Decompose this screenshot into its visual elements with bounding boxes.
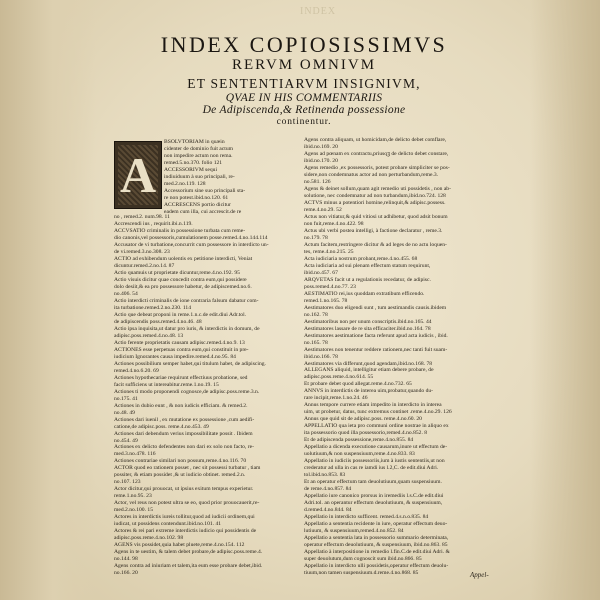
index-entry-line: adipisc.poss.reme.4.no.614. 55 (304, 374, 374, 381)
index-entry-line: no.166. 20 (114, 570, 138, 577)
index-entry-line: Actum facitem,restringere dicitur & ad leges de no actu loquen- (304, 241, 447, 248)
index-entry-line: tes, reme.4.no.215. 25 (304, 248, 354, 255)
index-entry-line: re non potest.ibid.no.120. 61 (164, 194, 229, 201)
index-entry-line: APPELLATIO qua ieta pro communi ordine nostrae in aliquo ex (304, 423, 449, 430)
index-entry-line: iudicium Ignorantes causa impedire.remed.4.no.95. 84 (114, 353, 236, 360)
index-entry-line: de reme.4.no.857. 84 (304, 486, 352, 493)
index-entry-line: Actiones hypothecariae requirunt effectiuus probatione, sed (114, 374, 248, 381)
index-subtitle-1: RERVM OMNIVM (231, 57, 377, 73)
index-entry-line: Accusator de vi turbatione,concurrit cum possessore in interdicto un- (114, 241, 269, 248)
index-entry-line: Appellatio à interpositione in remedio l.fin.C.de edit.diui Adri. & (304, 549, 450, 556)
index-entry-line: Actus non vitiatur,& quid vitiosi ut adhibetur, quod adsit bonum (304, 213, 448, 220)
first-entry-lines (164, 139, 292, 216)
index-entry-line: Appellatio in iudiciis possessoriis,ium à iustis sententiis,ut non (304, 458, 445, 465)
index-entry-line: dolo desiit,& ea pro possessore habetur, de adipiscemed.no.6. (114, 283, 252, 290)
index-entry-line: Actiones ti modo proponendi cognosce,de adipisc.poss.reme.3.n. (114, 388, 260, 395)
index-entry-line: solutione, nec condemnatur ad non turbandum,ibid.no.724. 128 (304, 192, 446, 199)
index-entry-line: Aestimatores duo eligendi sunt , tum aestimandis causis.ibidem (304, 304, 447, 311)
index-entry-line: Agens & deinet sollum,quam agit remedio uti possidetis , non ab- (304, 185, 451, 192)
index-entry-line: indiuiduum à suo principali, re- (164, 173, 235, 180)
index-entry-line: Actiones dari debendum verius impossibilitate possit . Ibidem (114, 430, 253, 437)
index-entry-line: operatur effectum deuolutiuum, & suspensiuum, ibid.no.863. 85 (304, 542, 448, 549)
index-entry-line: med.2.no.100. 15 (114, 507, 153, 514)
index-entry-line: Actio interdicti criminalis de ione contraria falsum dabatur com- (114, 297, 259, 304)
index-entry-line: Appellatio a sententia lata in possessorio summario determinata, (304, 535, 449, 542)
index-entry-line: Aestimatoribus non per unum conscriptis.ibid.no.165. 44 (304, 318, 432, 325)
index-entry-line: AGENS vis possidet,quia habet pluete,reme.4.no.154. 112 (114, 542, 245, 549)
index-entry-line: BSOLVTORIAM in quæin (164, 139, 225, 145)
index-entry-line: ibid.no.170. 20 (304, 157, 338, 164)
index-entry-line: Actio ferente proprietatis causam adipisc.remed.4.no.9. 13 (114, 339, 245, 346)
index-entry-line: Actor dicitur,qui prouocat, ut ipsius exitum tempus experietur. (114, 486, 254, 493)
index-entry-line: possiter, & etiam possidet ,& ut iudicio obtinet. remed.2.n. (114, 472, 246, 479)
index-entry-line: Actores & rei pari extreme interdictis iudicio qui possidentis de (114, 528, 257, 535)
index-entry-line: no.454. 49 (114, 437, 138, 444)
index-entry-line: uolutiuum,& non suspensiuum,reme.4.no.833. 83 (304, 451, 415, 458)
index-entry-line: ita possessorio quod illa possessorio,remed.4.no.852. 8 (304, 430, 428, 437)
index-entry-line: remed.4.no.6.20. 69 (114, 367, 159, 374)
index-entry-line: no.144. 98 (114, 556, 138, 563)
index-column-left (114, 214, 292, 577)
index-entry-line: tol.ibid.no.853. 83 (304, 472, 346, 479)
index-entry-line: Agens in te uestim, & talem debet probare,de adipisc.poss.reme.4. (114, 549, 263, 556)
index-entry-line: Aestimatores non tenentur reddere rationem,nec tanti fuit suam- (304, 346, 448, 353)
index-entry-line: Annus tempore currere etiam impedito in interdicto in interea (304, 402, 442, 409)
index-entry-line: Acta iudiciaria nostrum probant,reme.4.no.455. 68 (304, 255, 418, 262)
index-entry-line: Agens contra aliquam, ut homicidam,de delicto debet comflare, (304, 137, 447, 143)
index-entry-line: adipisc.poss.reme.4.no.102. 98 (114, 535, 184, 542)
running-head-bleedthrough: INDEX (300, 6, 337, 17)
index-subtitle-3: QVAE IN HIS COMMENTARIIS (225, 92, 383, 104)
index-entry-line: Aestimatores aestimatione facta referunt apud acta iudicis , ibid. (304, 332, 448, 339)
index-entry-line: de adipiscendis poss.remed.4.no.46. 48 (114, 318, 202, 325)
index-entry-line: Actor, vel reus non potest ultra se eo, quod prior prouocauerit,re- (114, 500, 260, 507)
index-entry-line: Et de adipiscenda possessione,reme.4.no.855. 84 (304, 437, 414, 444)
index-entry-line: no , remed.2. num.98. 11 (114, 214, 170, 220)
index-entry-line: d.remed.4.no.844. 84 (304, 507, 352, 514)
index-entry-line: Actio quamuis ut proprietate dicuntur,reme.4.no.192. 95 (114, 269, 240, 276)
index-entry-line: no.175. 41 (114, 395, 138, 402)
index-entry-line: remed.5.no.370. folio 121 (164, 159, 223, 166)
index-entry-line: med.2.no.119. 128 (164, 180, 206, 187)
index-entry-line: Actiones ex delicto defendentes non dari ex solo non facto, re- (114, 444, 254, 451)
index-entry-line: Annus que quid sit de adipisc.poss. reme.4.no.60. 20 (304, 416, 422, 423)
index-entry-line: ALLEGANS aliquid, intelligitur etiam debere probare, de (304, 367, 434, 374)
index-entry-line: Aestimatores lassare de re sita efficaciter.ibid.no.164. 78 (304, 325, 431, 332)
index-entry-line: Adri.tol. an operantur effectum deuolutiuum, & suspensiuum, (304, 500, 443, 507)
index-entry-line: no.162. 78 (304, 311, 328, 318)
index-entry-line: dio canonis,vel possessoris,cumulationem posse.remed.4.no.144.114 (114, 234, 268, 241)
index-subtitle-5: continentur. (276, 117, 332, 127)
index-subtitle-4: De Adipiscenda,& Retinenda possessione (202, 104, 406, 116)
index-entry-line: Agens ad pœnam ex contractu,priusqꝫ de delicto debet constare, (304, 150, 449, 157)
index-entry-line: Aestimatores via differunt,quod agendam,ibid.no.168. 78 (304, 360, 433, 367)
index-entry-line: Accrescendi ius , requirit.ibi.n.119. (114, 220, 193, 227)
index-entry-line: ibid.no.169. 20 (304, 143, 338, 150)
index-entry-line: ANNVS in interdictis de interea uim,probatur,quando du- (304, 388, 434, 395)
index-entry-line: facit sufficiens ut intereabitur.reme.1.no.19. 15 (114, 381, 219, 388)
index-entry-line: catione,de adipisc.poss. reme.4.no.453. 49 (114, 423, 209, 430)
index-entry-line: Agens remedio ,ex possessoris, potest probare simpliciter se pos- (304, 164, 450, 171)
index-entry-line: ARQVETAS facit ut a regulationis recedatur, de adipisc. (304, 276, 431, 283)
index-entry-line: dicuntur.remed.2.no.14. 87 (114, 262, 175, 269)
index-entry-line: med.3.no.478. 116 (114, 451, 156, 458)
index-entry-line: ibid.no.457. 67 (304, 269, 338, 276)
index-entry-line: ACTIONES esse perpetuas contra eum,qui constituit in pre- (114, 346, 249, 353)
index-entry-line: Agens contra ad iniuriam et talem,ita eum esse probare debet,ibid. (114, 563, 263, 570)
index-entry-line: Acta iudiciaria ad sui plenam effectum statum requirunt, (304, 262, 431, 269)
index-entry-line: Actiones dari iuenil , ex mutatione ex possessione ,cum aedifi- (114, 416, 255, 423)
index-entry-line: ACCESSORIVM sequi (164, 166, 217, 173)
index-entry-line: lutiuum, & suspensiuum,remed.4.no.852. 84 (304, 528, 404, 535)
index-entry-line: no.165. 78 (304, 339, 328, 346)
index-entry-line: poss.remed.4.no.77. 23 (304, 283, 356, 290)
index-entry-line: Actiones in dubio eunt , & non iudicis efficiam. & remed.2. (114, 402, 248, 409)
index-entry-line: sidere,non condemnatus actor ad non perturbandum,reme.3. (304, 171, 439, 178)
index-entry-line: ACTVS minus a potentiori homine,relinquit,& adipisc.possess. (304, 199, 446, 206)
index-entry-line: Actio visuis dicitur quae concedit contra eum,qui possidere (114, 276, 247, 283)
index-entry-line: de vi.remed.3.no.308. 23 (114, 248, 170, 255)
index-entry-line: reme.4.no.29. 52 (304, 206, 342, 213)
index-entry-line: Appellatio a sententia recidente in iure, operatur effectum deuo- (304, 521, 448, 528)
index-entry-line: Actio ipsa inquisita,ut datur pro iuris, & interdictis in domum, de (114, 325, 260, 332)
index-entry-line: no.581. 126 (304, 178, 331, 185)
index-entry-line: super deuolutum,dum cognoscit sum ibid.no.866. 85 (304, 556, 422, 563)
index-entry-line: Et probare debet quod allegat.reme.4.no.732. 65 (304, 381, 412, 388)
index-entry-line: Actiones contrariae similari non possum,reme.4.no.116. 70 (114, 458, 247, 465)
index-entry-line: non impedire actum non rema. (164, 152, 233, 159)
index-entry-line: Actio que debeat proponi in reme.1.n.c.de edit.diui Adr.tol. (114, 311, 247, 318)
index-entry-line: no.48. 49 (114, 409, 135, 416)
index-entry-line: Actores in interdictis iureis tollitur,quod ad iudicii ordinem,qui (114, 514, 255, 521)
index-entry-line: ita turbatione.remed.2.no.230. 114 (114, 304, 191, 311)
catchword: Appel- (470, 571, 489, 579)
index-entry-line: Actiones possibilium semper habet,qui titulum habet, de adipiscing. (114, 360, 266, 367)
index-entry-line: non fuit,reme.4.no.422. 98 (304, 220, 364, 227)
initial-letter: A (119, 147, 157, 203)
index-entry-line: rare incipit,reme.1.no.24. 46 (304, 395, 368, 402)
page-gutter-shadow (0, 0, 96, 600)
index-entry-line: eadem cum illa, cui accrescit.de re (164, 208, 242, 215)
index-entry-line: Et an operatur effectum tam deuolutiuum,quam suspensiuum. (304, 479, 442, 486)
index-entry-line: adipisc.poss.remed.4.no.48. 13 (114, 332, 184, 339)
index-entry-line: reme.1.no.95. 23 (114, 493, 152, 500)
index-entry-line: ACTIO ad exhibendum uolentis ex petitione interdicti, Veniat (114, 255, 253, 262)
page-edge-shadow (530, 0, 600, 600)
index-entry-line: AESTIMATIO rei,ius quoddam extratibum efficendo. (304, 290, 425, 297)
index-entry-line: no.107. 123 (114, 479, 141, 486)
index-entry-line: Appellatio in interdicto sufficent. remed.4.s.n.o.835. 84 (304, 514, 429, 521)
index-entry-line: Accessorium sine suo principali sta- (164, 187, 246, 194)
index-entry-line: iudicat, ut possidens contendunt.ibid.no.101. 41 (114, 521, 222, 528)
index-entry-line: Appellatio a dicenda executione causarum,inure ut effectum de- (304, 444, 448, 451)
index-entry-line: tiuum,non tamen suspensiuum.d.reme.4.no.868. 85 (304, 570, 419, 577)
index-entry-line: Appellatio in interdicto ulli possidetis,operatur effectum deuolu- (304, 563, 449, 570)
index-entry-line: remed.1.no.165. 78 (304, 297, 348, 304)
index-column-right (304, 137, 489, 577)
index-entry-line: ACCRESCENS portio dicitur (164, 201, 231, 208)
index-entry-line: no.179. 78 (304, 234, 328, 241)
index-entry-line: ACTOR quod eo rationem posset , nec sit possessi turbatur , tiam (114, 465, 261, 472)
index-entry-line: uim, ut probetur, datus, tunc extremus continet .reme.4.no.29. 126 (304, 409, 452, 416)
index-entry-line: ACCVSATIO criminalis in possessione turbata cum reme- (114, 227, 246, 234)
index-entry-line: no.406. 54 (114, 290, 138, 297)
index-entry-line: Appellatio iure canonico prorsus in iremediis l.s.C.de edit.diui (304, 493, 444, 500)
index-entry-line: ibid.no.166. 78 (304, 353, 338, 360)
index-entry-line: cidenter de dominio fuit actum (164, 145, 233, 152)
index-subtitle-2: ET SENTENTIARVM INSIGNIVM, (187, 76, 421, 91)
index-entry-line: Actus ubi verbi postea intelligi, à factione declaratur , reme.3. (304, 227, 443, 234)
index-entry-line: crederatur ad ulla in cas re iamdi ius l.2,C. de edit.diui Adri. (304, 465, 439, 472)
index-title: INDEX COPIOSISSIMVS (160, 32, 448, 57)
decorated-initial (114, 141, 162, 209)
